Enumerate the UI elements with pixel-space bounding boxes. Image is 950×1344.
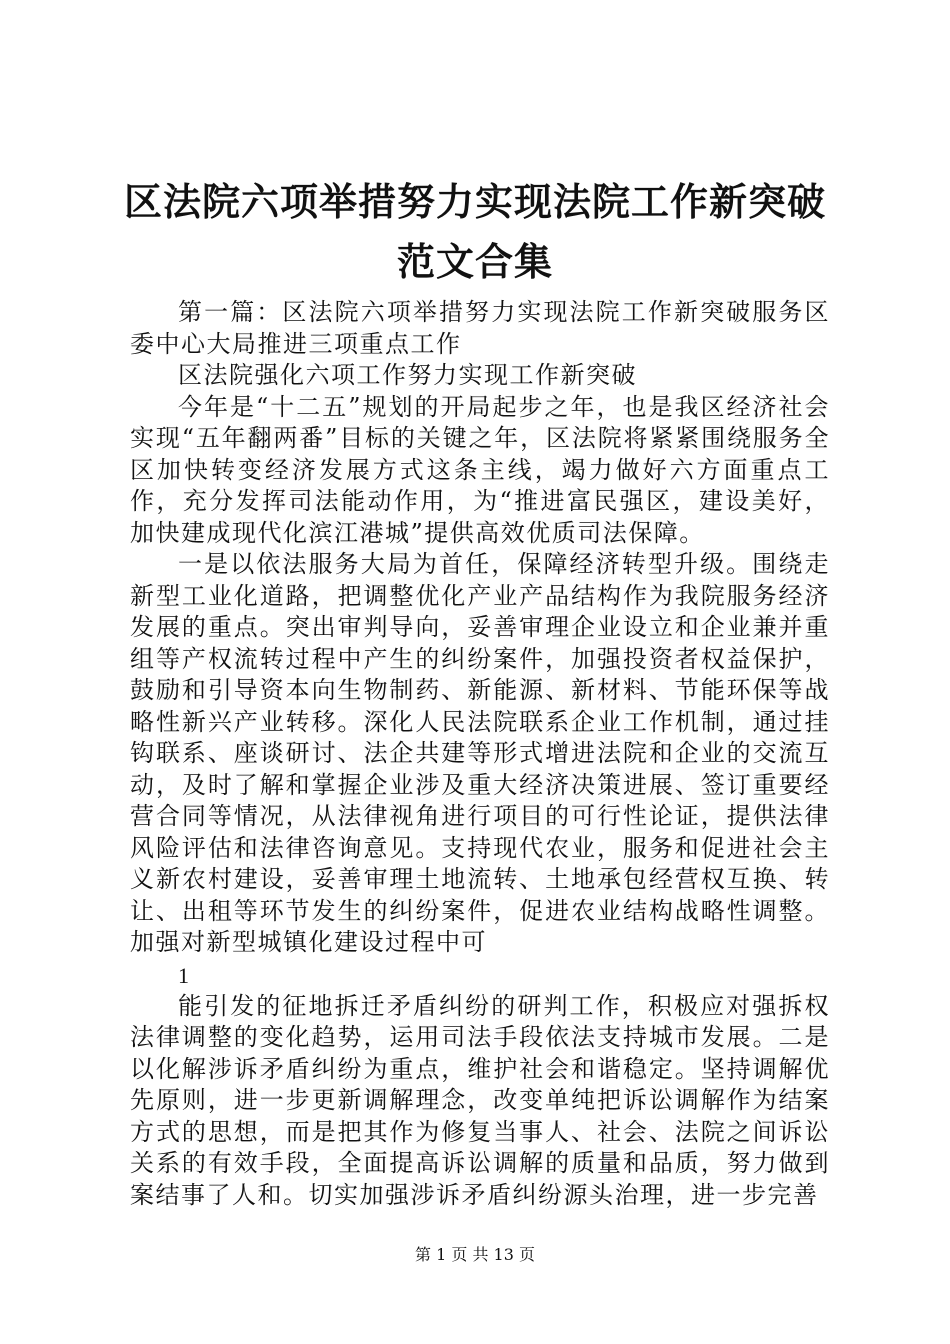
paragraph-continued: 能引发的征地拆迁矛盾纠纷的研判工作，积极应对强拆权法律调整的变化趋势，运用司法手段依法支持城市发展。二是以化解涉诉矛盾纠纷为重点，维护社会和谐稳定。坚持调解优先原则，进一步更新调解理念，改变单纯把诉讼调解作为结案方式的思想，而是把其作为修复当事人、社会、法院之间诉讼关系的有效手段，全面提高诉讼调解的质量和品质，努力做到案结事了人和。切实加强涉诉矛盾纠纷源头治理，进一步完善 [130, 991, 830, 1209]
paragraph-section-heading: 第一篇：区法院六项举措努力实现法院工作新突破服务区委中心大局推进三项重点工作 [130, 298, 830, 358]
inline-page-number: 1 [178, 962, 191, 988]
document-body [130, 297, 830, 1211]
page-footer: 第 1 页 共 13 页 [415, 1245, 535, 1264]
paragraph-measure-one: 一是以依法服务大局为首任，保障经济转型升级。围绕走新型工业化道路，把调整优化产业产品结构作为我院服务经济发展的重点。突出审判导向，妥善审理企业设立和企业兼并重组等产权流转过程中产生的纠纷案件，加强投资者权益保护，鼓励和引导资本向生物制药、新能源、新材料、节能环保等战略性新兴产业转移。深化人民法院联系企业工作机制，通过挂钩联系、座谈研讨、法企共建等形式增进法院和企业的交流互动，及时了解和掌握企业涉及重大经济决策进展、签订重要经营合同等情况，从法律视角进行项目的可行性论证，提供法律风险评估和法律咨询意见。支持现代农业，服务和促进社会主义新农村建设，妥善审理土地流转、土地承包经营权互换、转让、出租等环节发生的纠纷案件，促进农业结构战略性调整。加强对新型城镇化建设过程中可 [130, 550, 830, 956]
document-title: 区法院六项举措努力实现法院工作新突破范文合集 [123, 179, 826, 284]
paragraph-intro: 今年是“十二五”规划的开局起步之年，也是我区经济社会实现“五年翻两番”目标的关键之年，区法院将紧紧围绕服务全区加快转变经济发展方式这条主线，竭力做好六方面重点工作，充分发挥司法能动作用，为“推进富民强区，建设美好，加快建成现代化滨江港城”提供高效优质司法保障。 [130, 392, 830, 547]
paragraph-subtitle: 区法院强化六项工作努力实现工作新突破 [178, 361, 637, 389]
